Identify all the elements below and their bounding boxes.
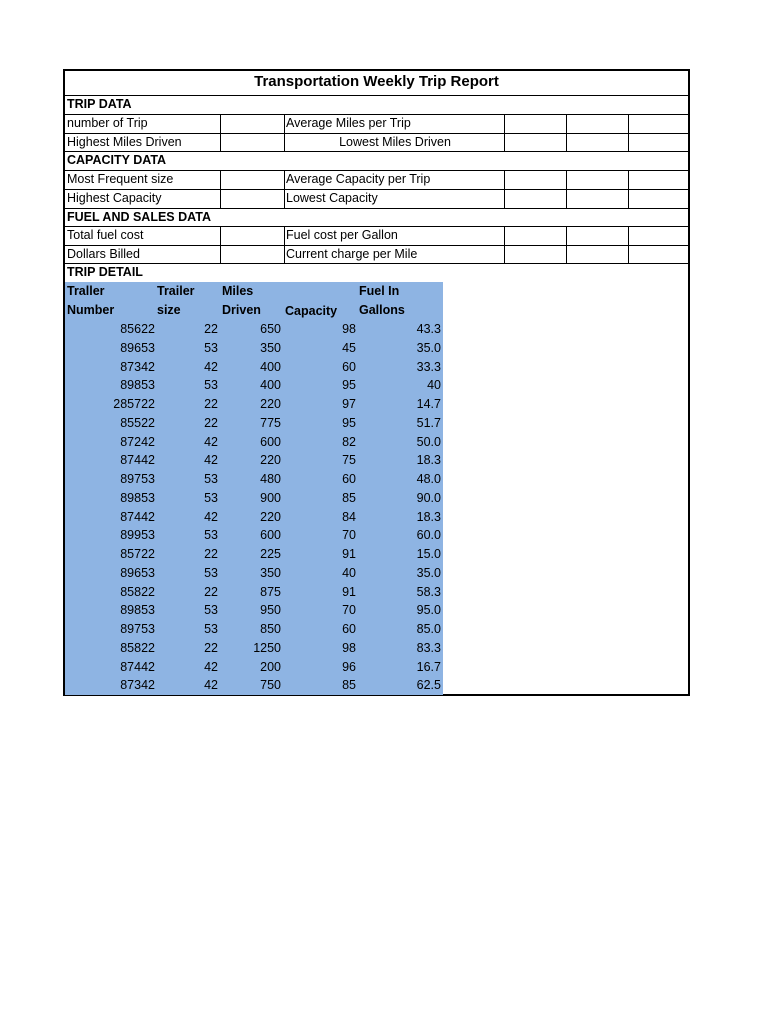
cell-trailer-number: 89753: [120, 472, 155, 486]
cell-capacity: 45: [342, 340, 356, 355]
cell-miles-driven: 600: [260, 434, 281, 449]
report-sheet: [63, 69, 690, 696]
cell-miles-driven: 220: [260, 509, 281, 524]
cell-trailer-size: 42: [204, 434, 218, 449]
grid-line: [628, 170, 629, 209]
cell-fuel-gallons: 35.0: [416, 340, 441, 355]
cell-fuel-gallons: 90.0: [416, 490, 441, 505]
report-title: Transportation Weekly Trip Report: [254, 73, 499, 90]
cell-capacity: 70: [342, 528, 356, 543]
cell-trailer-number: 87442: [120, 659, 155, 674]
cell-trailer-number: 285722: [113, 397, 155, 411]
header-trailer-size-line1: Trailer: [157, 284, 195, 298]
cell-trailer-number: 87442: [120, 509, 155, 524]
label-current-charge-per-mile: Current charge per Mile: [286, 247, 418, 261]
section-trip-detail: TRIP DETAIL: [67, 265, 143, 279]
header-trailer-number-line2: Number: [67, 303, 115, 317]
cell-miles-driven: 950: [260, 603, 281, 618]
cell-trailer-size: 22: [204, 415, 218, 430]
cell-capacity: 91: [342, 547, 356, 561]
cell-trailer-number: 89853: [120, 490, 155, 505]
grid-line: [65, 95, 688, 96]
grid-line: [566, 114, 567, 152]
cell-fuel-gallons: 95.0: [416, 603, 441, 618]
cell-fuel-gallons: 48.0: [416, 472, 441, 486]
label-average-capacity-per-trip: Average Capacity per Trip: [286, 172, 431, 186]
cell-trailer-size: 53: [204, 603, 218, 618]
cell-capacity: 96: [342, 659, 356, 674]
label-fuel-cost-per-gallon: Fuel cost per Gallon: [286, 228, 398, 242]
cell-capacity: 91: [342, 584, 356, 599]
cell-capacity: 82: [342, 434, 356, 449]
cell-miles-driven: 750: [260, 678, 281, 693]
cell-capacity: 75: [342, 453, 356, 468]
cell-trailer-number: 89653: [120, 340, 155, 355]
cell-fuel-gallons: 35.0: [416, 565, 441, 580]
label-lowest-capacity: Lowest Capacity: [286, 191, 378, 205]
cell-capacity: 60: [342, 622, 356, 636]
label-dollars-billed: Dollars Billed: [67, 247, 140, 261]
grid-line: [284, 226, 285, 264]
grid-line: [220, 114, 221, 152]
cell-trailer-size: 42: [204, 509, 218, 524]
cell-fuel-gallons: 85.0: [416, 622, 441, 636]
label-highest-capacity: Highest Capacity: [67, 191, 162, 205]
grid-line: [220, 226, 221, 264]
cell-miles-driven: 1250: [253, 640, 281, 655]
header-miles-line1: Miles: [222, 284, 254, 298]
cell-miles-driven: 900: [260, 490, 281, 505]
cell-fuel-gallons: 14.7: [416, 397, 441, 411]
cell-capacity: 98: [342, 640, 356, 655]
grid-line: [65, 263, 688, 264]
cell-trailer-size: 53: [204, 472, 218, 486]
grid-line: [284, 170, 285, 209]
cell-trailer-size: 22: [204, 640, 218, 655]
grid-line: [628, 226, 629, 264]
cell-trailer-number: 87342: [120, 359, 155, 374]
cell-capacity: 40: [342, 565, 356, 580]
cell-miles-driven: 480: [260, 472, 281, 486]
cell-capacity: 85: [342, 678, 356, 693]
cell-trailer-size: 22: [204, 547, 218, 561]
grid-line: [566, 170, 567, 209]
cell-capacity: 70: [342, 603, 356, 618]
label-total-fuel-cost: Total fuel cost: [67, 228, 144, 242]
cell-fuel-gallons: 16.7: [416, 659, 441, 674]
cell-trailer-number: 85822: [120, 584, 155, 599]
cell-trailer-size: 53: [204, 565, 218, 580]
cell-capacity: 98: [342, 322, 356, 336]
cell-trailer-size: 22: [204, 397, 218, 411]
cell-trailer-size: 53: [204, 378, 218, 393]
cell-miles-driven: 650: [260, 322, 281, 336]
cell-trailer-size: 53: [204, 490, 218, 505]
cell-miles-driven: 220: [260, 453, 281, 468]
cell-fuel-gallons: 43.3: [416, 322, 441, 336]
header-trailer-size-line2: size: [157, 303, 181, 317]
cell-trailer-size: 53: [204, 340, 218, 355]
cell-trailer-size: 22: [204, 322, 218, 336]
grid-line: [628, 114, 629, 152]
section-trip-data: TRIP DATA: [67, 97, 132, 111]
cell-miles-driven: 400: [260, 378, 281, 393]
cell-fuel-gallons: 60.0: [416, 528, 441, 543]
cell-trailer-number: 89753: [120, 622, 155, 636]
cell-trailer-number: 85622: [120, 322, 155, 336]
cell-trailer-number: 89953: [120, 528, 155, 543]
cell-miles-driven: 775: [260, 415, 281, 430]
cell-miles-driven: 350: [260, 340, 281, 355]
cell-capacity: 97: [342, 397, 356, 411]
cell-trailer-number: 87442: [120, 453, 155, 468]
cell-fuel-gallons: 18.3: [416, 453, 441, 468]
cell-miles-driven: 200: [260, 659, 281, 674]
grid-line: [504, 170, 505, 209]
cell-trailer-size: 42: [204, 359, 218, 374]
cell-trailer-number: 85822: [120, 640, 155, 655]
label-most-frequent-size: Most Frequent size: [67, 172, 174, 186]
cell-miles-driven: 850: [260, 622, 281, 636]
label-highest-miles-driven: Highest Miles Driven: [67, 135, 182, 149]
cell-capacity: 60: [342, 359, 356, 374]
label-lowest-miles-driven: Lowest Miles Driven: [339, 135, 451, 149]
cell-miles-driven: 220: [260, 397, 281, 411]
cell-fuel-gallons: 15.0: [416, 547, 441, 561]
section-capacity-data: CAPACITY DATA: [67, 153, 167, 167]
section-fuel-sales-data: FUEL AND SALES DATA: [67, 210, 211, 224]
cell-trailer-size: 42: [204, 453, 218, 468]
cell-trailer-number: 89853: [120, 378, 155, 393]
cell-trailer-number: 89853: [120, 603, 155, 618]
cell-trailer-size: 53: [204, 622, 218, 636]
header-capacity: Capacity: [285, 304, 338, 318]
cell-trailer-number: 87242: [120, 434, 155, 449]
header-fuel-line2: Gallons: [359, 303, 405, 317]
cell-fuel-gallons: 83.3: [416, 640, 441, 655]
cell-miles-driven: 400: [260, 359, 281, 374]
cell-fuel-gallons: 50.0: [416, 434, 441, 449]
header-trailer-number-line1: Traller: [67, 284, 105, 298]
cell-capacity: 95: [342, 378, 356, 393]
cell-fuel-gallons: 51.7: [416, 415, 441, 430]
cell-miles-driven: 350: [260, 565, 281, 580]
cell-fuel-gallons: 33.3: [416, 359, 441, 374]
label-average-miles-per-trip: Average Miles per Trip: [286, 116, 411, 130]
cell-fuel-gallons: 40: [427, 378, 441, 393]
grid-line: [504, 226, 505, 264]
cell-trailer-number: 85522: [120, 415, 155, 430]
cell-trailer-number: 85722: [120, 547, 155, 561]
header-miles-line2: Driven: [222, 303, 261, 317]
label-number-of-trip: number of Trip: [67, 116, 148, 130]
cell-miles-driven: 600: [260, 528, 281, 543]
cell-fuel-gallons: 18.3: [416, 509, 441, 524]
cell-fuel-gallons: 62.5: [416, 678, 441, 693]
cell-trailer-number: 89653: [120, 565, 155, 580]
grid-line: [220, 170, 221, 209]
cell-fuel-gallons: 58.3: [416, 584, 441, 599]
cell-capacity: 95: [342, 415, 356, 430]
grid-line: [566, 226, 567, 264]
cell-trailer-size: 53: [204, 528, 218, 543]
cell-trailer-number: 87342: [120, 678, 155, 693]
cell-miles-driven: 875: [260, 584, 281, 599]
cell-capacity: 60: [342, 472, 356, 486]
cell-trailer-size: 42: [204, 659, 218, 674]
header-fuel-line1: Fuel In: [359, 284, 400, 298]
cell-capacity: 84: [342, 509, 356, 524]
cell-trailer-size: 22: [204, 584, 218, 599]
cell-trailer-size: 42: [204, 678, 218, 693]
cell-miles-driven: 225: [260, 547, 281, 561]
cell-capacity: 85: [342, 490, 356, 505]
